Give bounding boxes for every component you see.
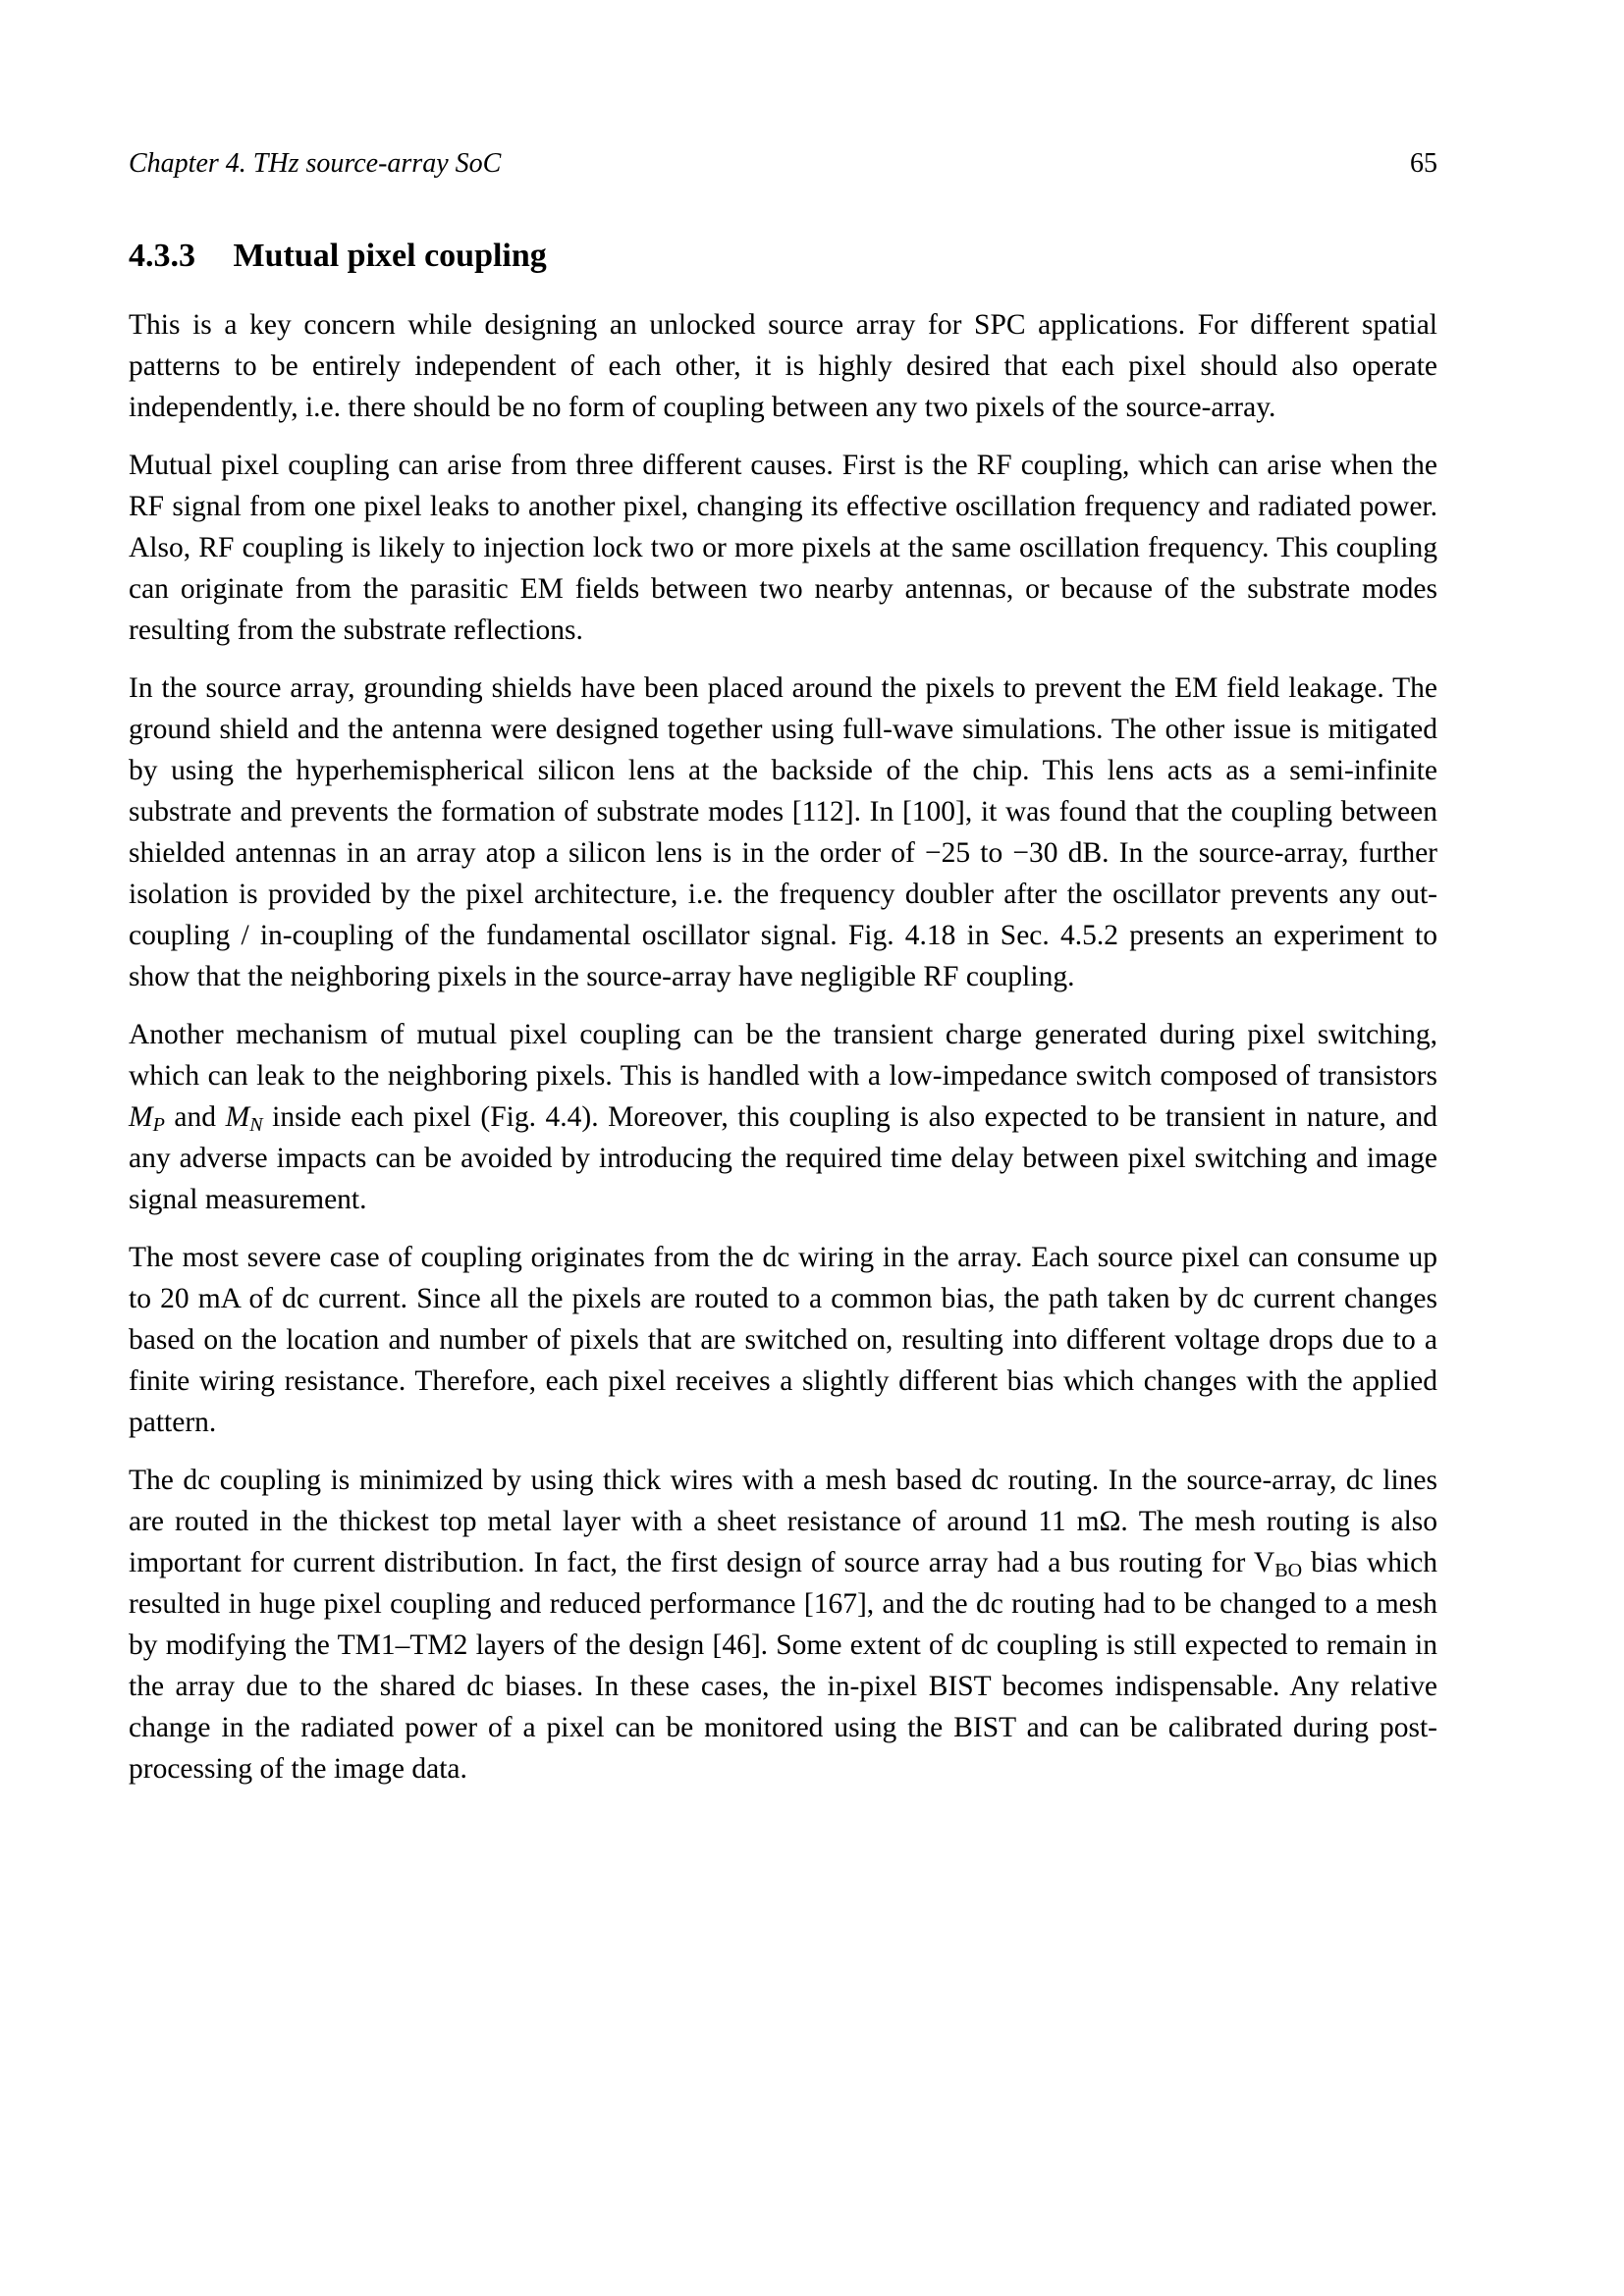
section-heading	[129, 236, 1437, 277]
page-header	[129, 147, 1437, 181]
paragraph-dc-mesh-routing: The dc coupling is minimized by using thick wires with a mesh based dc routing. In the source-array, dc lines are routed in the thickest top metal layer with a sheet resistance of around 11 mΩ. The mesh routing is also important for current distribution. In fact, the first design of source array had a bus routing for $V_{BO}$ bias which resulted in huge pixel coupling and reduced performance [167], and the dc routing had to be changed to a mesh by modifying the TM1–TM2 layers of the design [46]. Some extent of dc coupling is still expected to remain in the array due to the shared dc biases. In these cases, the in-pixel BIST becomes indispensable. Any relative change in the radiated power of a pixel can be monitored using the BIST and can be calibrated during post-processing of the image data.	[129, 1465, 1437, 1785]
section-title: Mutual pixel coupling	[233, 238, 547, 274]
paragraph-transient-charge: Another mechanism of mutual pixel coupling can be the transient charge generated during pixel switching, which can leak to the neighboring pixels. This is handled with a low-impedance switch composed of transistors $M_P$ and $M_N$ inside each pixel (Fig. 4.4). Moreover, this coupling is also expected to be transient in nature, and any adverse impacts can be avoided by introducing the required time delay between pixel switching and image signal measurement.	[129, 1019, 1438, 1215]
paragraph-dc-wiring: The most severe case of coupling originates from the dc wiring in the array. Each source pixel can consume up to 20 mA of dc current. Since all the pixels are routed to a common bias, the path taken by dc current changes based on the location and number of pixels that are switched on, resulting into different voltage drops due to a finite wiring resistance. Therefore, each pixel receives a slightly different bias which changes with the applied pattern.	[129, 1242, 1437, 1438]
section-number: 4.3.3	[129, 238, 195, 274]
paragraph-rf-coupling: Mutual pixel coupling can arise from three different causes. First is the RF coupling, which can arise when the RF signal from one pixel leaks to another pixel, changing its effective oscillation frequency and radiated power. Also, RF coupling is likely to injection lock two or more pixels at the same oscillation frequency. This coupling can originate from the parasitic EM fields between two nearby antennas, or because of the substrate modes resulting from the substrate reflections.	[129, 450, 1437, 646]
running-chapter-title: Chapter 4. THz source-array SoC	[129, 148, 502, 179]
paragraph-shielding: In the source array, grounding shields have been placed around the pixels to prevent the EM field leakage. The ground shield and the antenna were designed together using full-wave simulations. The other issue is mitigated by using the hyperhemispherical silicon lens at the backside of the chip. This lens acts as a semi-infinite substrate and prevents the formation of substrate modes [112]. In [100], it was found that the coupling between shielded antennas in an array atop a silicon lens is in the order of −25 to −30 dB. In the source-array, further isolation is provided by the pixel architecture, i.e. the frequency doubler after the oscillator prevents any out-coupling / in-coupling of the fundamental oscillator signal. Fig. 4.18 in Sec. 4.5.2 presents an experiment to show that the neighboring pixels in the source-array have negligible RF coupling.	[129, 672, 1437, 992]
page-body	[129, 236, 1437, 1789]
text-block	[129, 147, 1437, 1789]
page-number: 65	[1410, 148, 1437, 179]
paragraph-intro: This is a key concern while designing an unlocked source array for SPC applications. For different spatial patterns to be entirely independent of each other, it is highly desired that each pixel should also operate independently, i.e. there should be no form of coupling between any two pixels of the source-array.	[129, 309, 1437, 423]
